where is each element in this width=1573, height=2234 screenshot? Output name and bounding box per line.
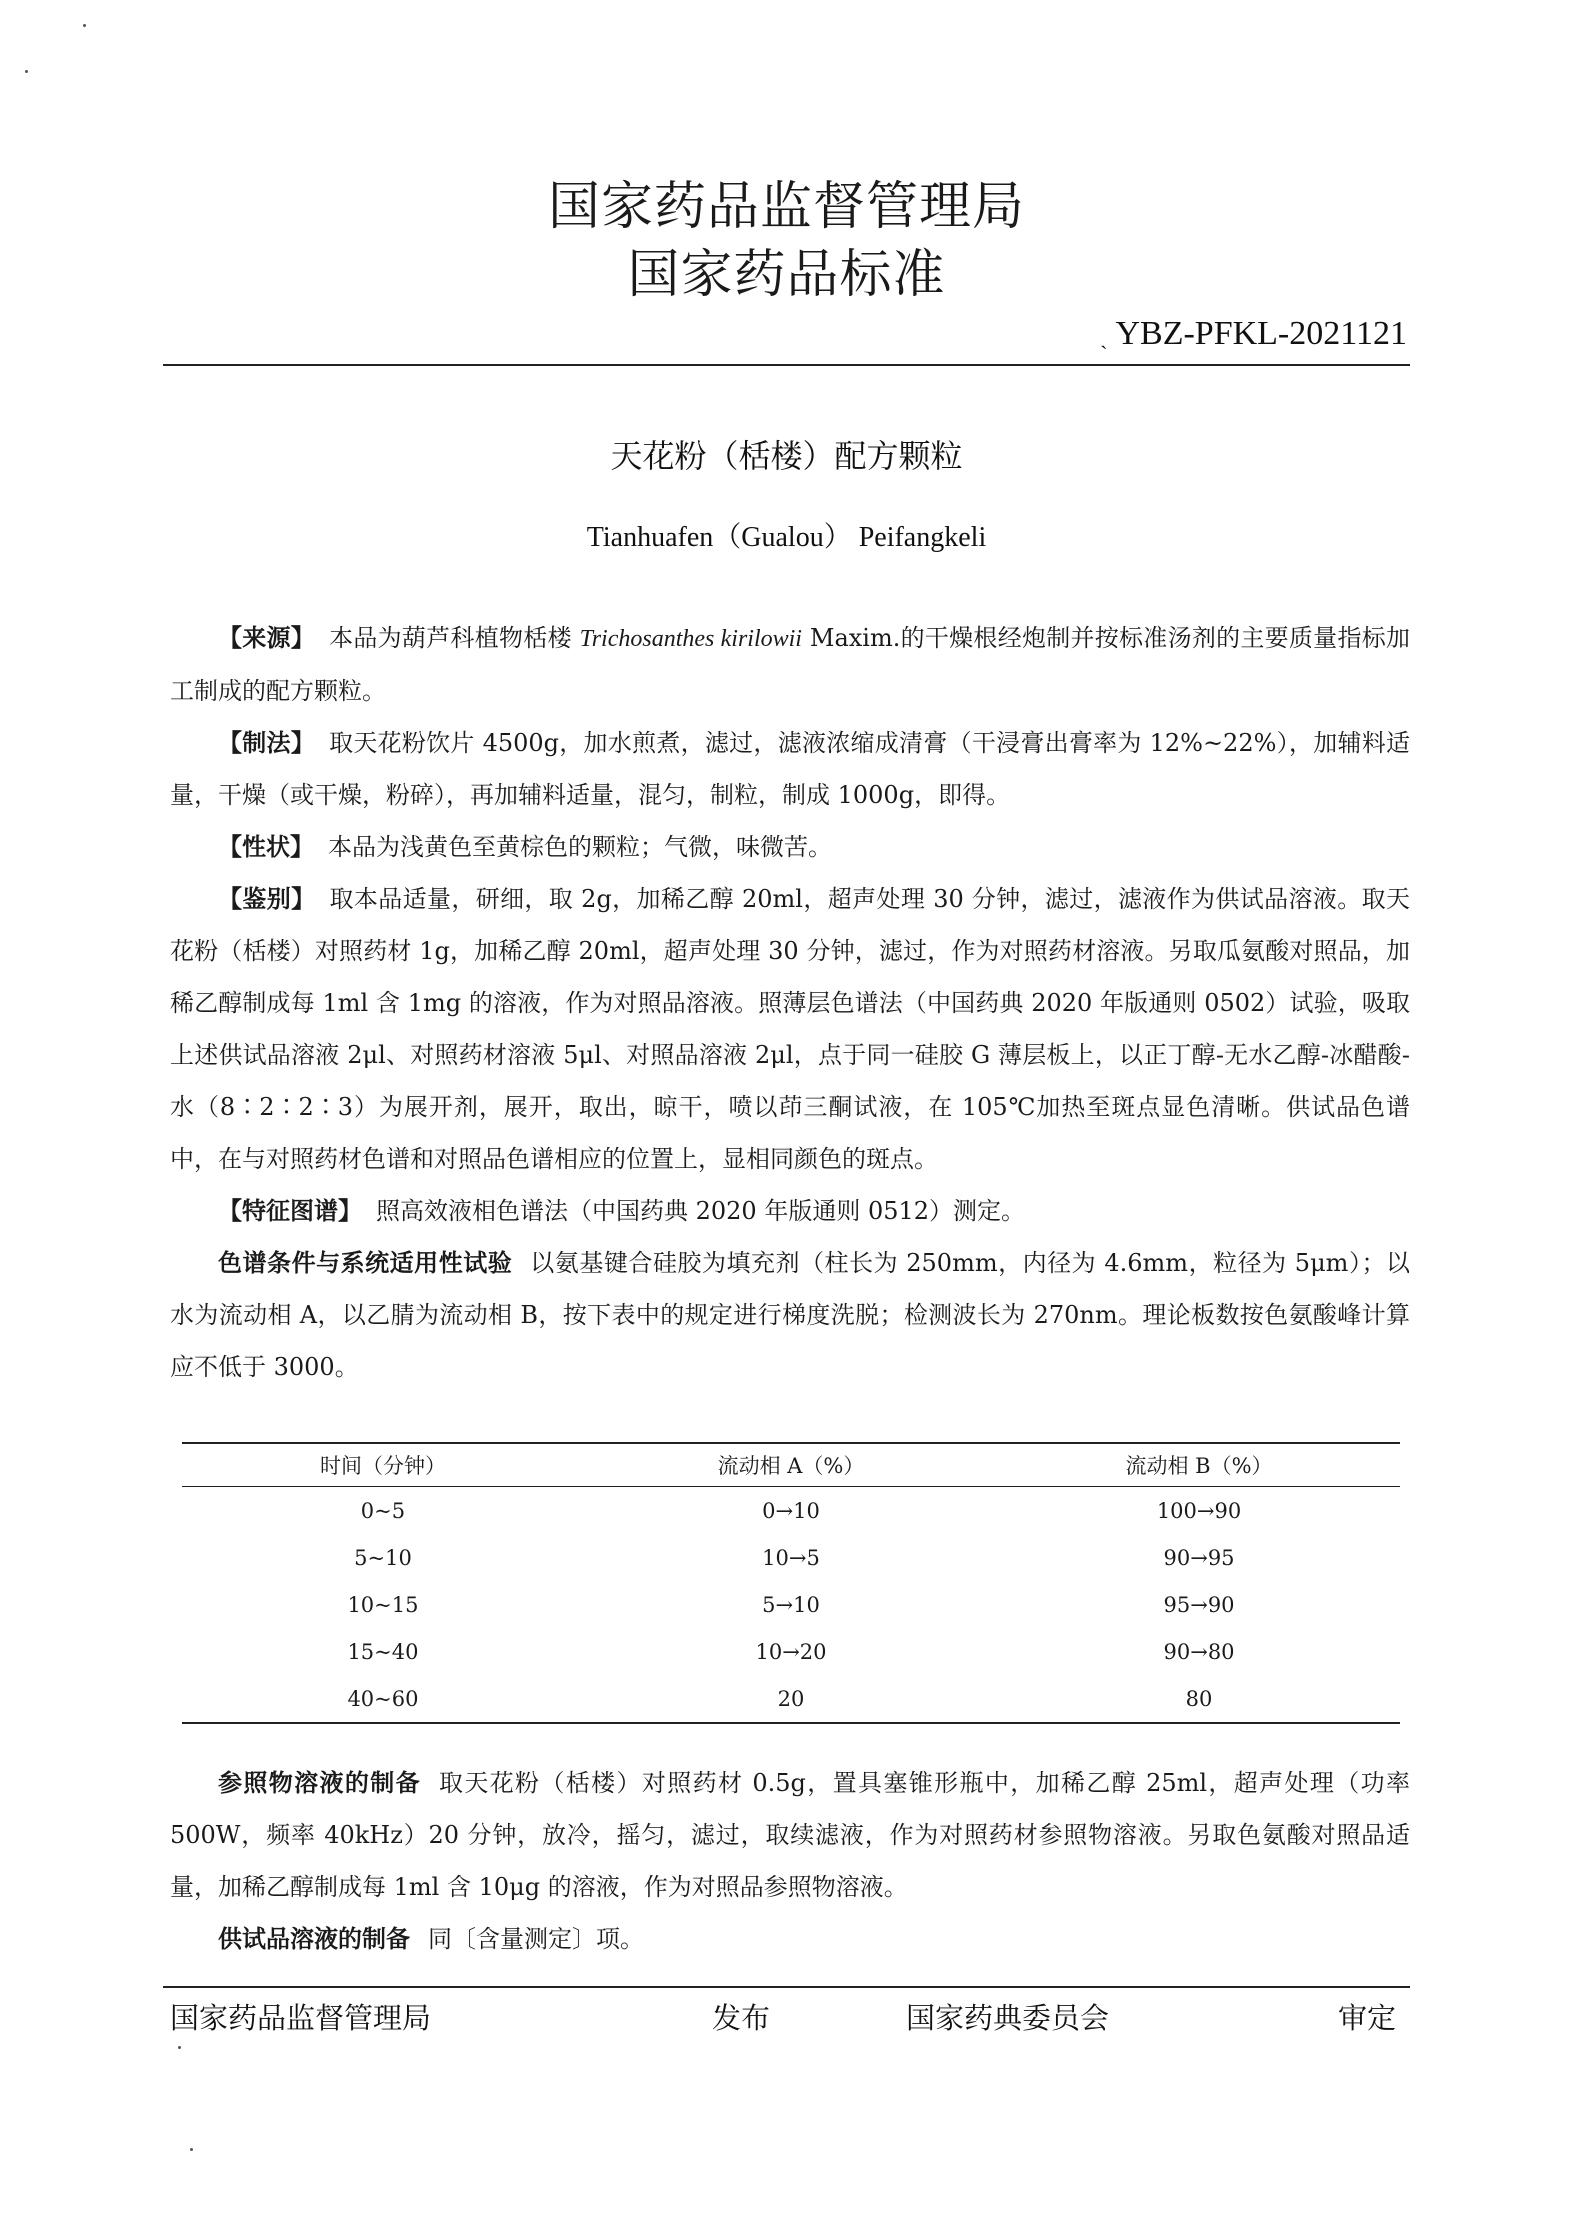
subsection-label: 供试品溶液的制备: [218, 1925, 410, 1953]
table-header-row: [182, 1443, 1400, 1487]
footer-review-label: 审定: [1338, 2001, 1397, 2035]
section-text: 本品为葫芦科植物栝楼: [329, 624, 580, 652]
table-cell: 100→90: [1156, 1498, 1242, 1523]
table-cell: 90→80: [1163, 1639, 1235, 1664]
table-cell: 20: [777, 1686, 805, 1711]
table-header-phase-b: 流动相 B（%）: [998, 1443, 1400, 1487]
table-cell: 90→95: [1163, 1545, 1235, 1570]
section-text: Maxim.的干燥根经炮制并按标准汤剂的主要质量指标加工制成的配方颗粒。: [170, 624, 1410, 705]
table-cell: 15~40: [347, 1639, 419, 1664]
section-label: 【制法】: [218, 729, 316, 757]
monograph-body: [170, 612, 1410, 1393]
table-cell: 5~10: [354, 1545, 412, 1570]
scan-speck: [178, 2046, 181, 2049]
scan-speck: [83, 24, 86, 27]
table-row: [182, 1534, 1400, 1581]
table-cell: 0~5: [360, 1498, 406, 1523]
subsection-label: 色谱条件与系统适用性试验: [218, 1249, 513, 1277]
footer-reviewer: 国家药典委员会: [906, 2001, 1110, 2035]
footer-issue-label: 发布: [712, 2001, 771, 2035]
table-cell: 10~15: [347, 1592, 419, 1617]
footer-divider: [163, 1986, 1410, 1988]
table-cell: 95→90: [1163, 1592, 1235, 1617]
gradient-elution-table: [182, 1442, 1400, 1724]
document-type-title: 国家药品标准: [627, 245, 946, 305]
section-preparation: [170, 717, 1410, 821]
agency-title: 国家药品监督管理局: [547, 177, 1025, 237]
scan-speck: [25, 70, 28, 73]
section-text: 取天花粉饮片 4500g，加水煎煮，滤过，滤液浓缩成清膏（干浸膏出膏率为 12%~22%），加辅料适量，干燥（或干燥，粉碎），再加辅料适量，混匀，制粒，制成 1000g，即得。: [170, 729, 1411, 809]
standard-number-text: YBZ-PFKL-2021121: [1115, 315, 1407, 352]
product-pinyin: Tianhuafen（Gualou） Peifangkeli: [586, 522, 987, 553]
scan-mark-icon: ˏ: [1100, 324, 1108, 349]
section-source: [170, 612, 1410, 717]
product-title: 天花粉（栝楼）配方颗粒: [610, 437, 963, 475]
standard-number: [1100, 314, 1407, 357]
section-text: 同〔含量测定〕项。: [428, 1925, 644, 1953]
monograph-body-continued: [170, 1757, 1410, 1965]
section-reference-solution: [170, 1757, 1410, 1913]
section-identification: [170, 873, 1410, 1185]
section-characteristics: [170, 821, 1410, 873]
section-text: 本品为浅黄色至黄棕色的颗粒；气微，味微苦。: [328, 833, 832, 861]
table-cell: 40~60: [347, 1686, 419, 1711]
section-text: 照高效液相色谱法（中国药典 2020 年版通则 0512）测定。: [376, 1197, 1026, 1225]
table-cell: 80: [1185, 1686, 1213, 1711]
table-header-phase-a: 流动相 A（%）: [584, 1443, 998, 1487]
footer-issuer: 国家药品监督管理局: [170, 2001, 432, 2035]
section-text: 以氨基键合硅胶为填充剂（柱长为 250mm，内径为 4.6mm，粒径为 5μm）；以水为流动相 A，以乙腈为流动相 B，按下表中的规定进行梯度洗脱；检测波长为 270nm。理论板数按色氨酸峰计算应不低于 3000。: [170, 1249, 1410, 1381]
table-cell: 5→10: [762, 1592, 820, 1617]
table-row: [182, 1628, 1400, 1675]
table-cell: 10→5: [762, 1545, 820, 1570]
section-chrom-conditions: [170, 1237, 1410, 1393]
latin-name: Trichosanthes kirilowii: [579, 626, 802, 652]
section-text: 取本品适量，研细，取 2g，加稀乙醇 20ml，超声处理 30 分钟，滤过，滤液作为供试品溶液。取天花粉（栝楼）对照药材 1g，加稀乙醇 20ml，超声处理 30 分钟，滤过，作为对照药材溶液。另取瓜氨酸对照品，加稀乙醇制成每 1ml 含 1mg 的溶液，作为对照品溶液。照薄层色谱法（中国药典 2020 年版通则 0502）试验，吸取上述供试品溶液 2μl、对照药材溶液 5μl、对照品溶液 2μl，点于同一硅胶 G 薄层板上，以正丁醇-无水乙醇-冰醋酸-水（8∶2∶2∶3）为展开剂，展开，取出，晾干，喷以茚三酮试液，在 105℃加热至斑点显色清晰。供试品色谱中，在与对照药材色谱和对照品色谱相应的位置上，显相同颜色的斑点。: [170, 885, 1410, 1173]
section-fingerprint: [170, 1185, 1410, 1237]
table-row: [182, 1487, 1400, 1535]
section-label: 【性状】: [218, 833, 314, 861]
section-label: 【特征图谱】: [218, 1197, 362, 1225]
table-cell: 0→10: [762, 1498, 820, 1523]
subsection-label: 参照物溶液的制备: [218, 1769, 421, 1797]
table-cell: 10→20: [755, 1639, 827, 1664]
table-row: [182, 1675, 1400, 1723]
section-label: 【来源】: [218, 624, 316, 652]
table-row: [182, 1581, 1400, 1628]
scan-speck: [190, 2148, 193, 2151]
section-test-solution: [170, 1913, 1410, 1965]
section-text: 取天花粉（栝楼）对照药材 0.5g，置具塞锥形瓶中，加稀乙醇 25ml，超声处理（功率 500W，频率 40kHz）20 分钟，放冷，摇匀，滤过，取续滤液，作为对照药材参照物溶液。另取色氨酸对照品适量，加稀乙醇制成每 1ml 含 10μg 的溶液，作为对照品参照物溶液。: [170, 1769, 1410, 1901]
table-header-time: 时间（分钟）: [182, 1443, 584, 1487]
header-divider: [163, 364, 1410, 366]
section-label: 【鉴别】: [218, 885, 316, 913]
